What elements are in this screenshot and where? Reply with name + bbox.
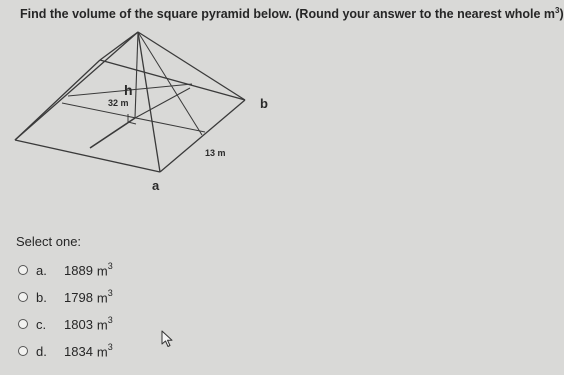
option-b-exp: 3: [107, 287, 113, 298]
option-b[interactable]: [18, 288, 113, 306]
option-b-value: 1798: [64, 289, 93, 305]
height-line: [135, 32, 138, 118]
base-edge-right: [160, 100, 245, 172]
option-d-exp: 3: [107, 341, 113, 352]
label-a: a: [152, 178, 160, 193]
label-side: 13 m: [205, 148, 226, 158]
lateral-edge-front: [138, 32, 160, 172]
label-slant: 32 m: [108, 98, 129, 108]
option-a-value: 1889: [64, 262, 93, 278]
option-c-unit: m: [96, 317, 108, 333]
inner-line-1: [62, 103, 205, 132]
radio-b[interactable]: [18, 292, 28, 302]
option-c[interactable]: [18, 315, 113, 333]
radio-d[interactable]: [18, 346, 28, 356]
radio-a[interactable]: [18, 265, 28, 275]
option-c-exp: 3: [107, 314, 113, 325]
option-d-value: 1834: [64, 343, 93, 359]
option-c-letter: c.: [36, 316, 47, 332]
pyramid-figure: [0, 18, 300, 203]
radio-c[interactable]: [18, 319, 28, 329]
label-h: h: [124, 82, 133, 98]
option-d-unit: m: [96, 344, 108, 360]
base-edge-back: [100, 60, 245, 100]
lateral-edge-right: [138, 32, 245, 100]
slant-height-line: [138, 32, 202, 135]
option-a[interactable]: [18, 261, 113, 279]
question-body: Find the volume of the square pyramid below. (Round your answer to the nearest whole m: [20, 7, 556, 22]
option-a-unit: m: [96, 263, 108, 279]
option-d[interactable]: [18, 342, 113, 360]
option-c-value: 1803: [64, 316, 93, 332]
select-one-label: Select one:: [16, 234, 82, 249]
option-a-letter: a.: [36, 262, 47, 278]
lateral-edge-left: [15, 32, 138, 140]
label-b: b: [260, 96, 268, 111]
mouse-cursor-icon: [161, 330, 175, 348]
option-b-letter: b.: [36, 289, 47, 305]
base-edge-front: [15, 140, 160, 172]
question-unit-exponent: 3: [555, 6, 560, 15]
question-close-paren: ): [559, 7, 564, 22]
option-a-exp: 3: [107, 260, 113, 271]
option-d-letter: d.: [36, 343, 47, 359]
option-b-unit: m: [96, 290, 108, 306]
